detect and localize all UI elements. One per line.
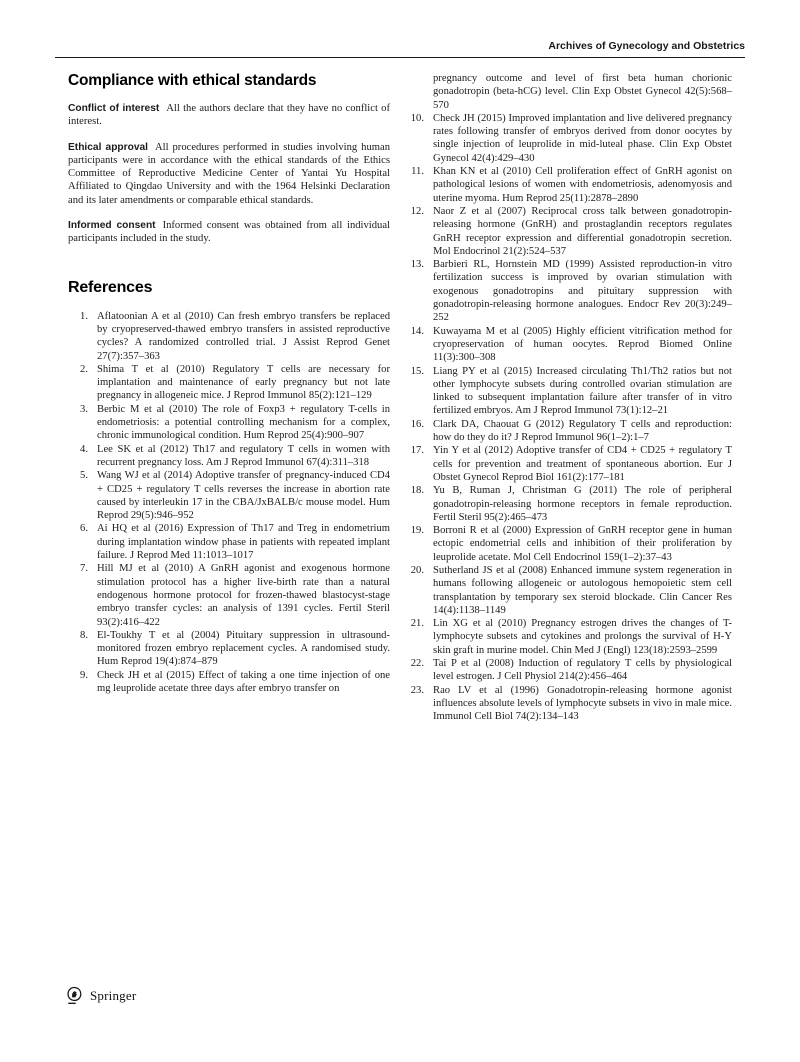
informed-consent-text: Informed consent was obtained from all individual participants included in the study.	[68, 220, 390, 245]
reference-item	[404, 325, 732, 365]
header-rule	[55, 57, 745, 58]
reference-item	[404, 657, 732, 684]
reference-number: 15.	[410, 365, 424, 377]
reference-text: Naor Z et al (2007) Reciprocal cross talk between gonadotropin-releasing hormone (GnRH) and prostaglandin receptors regulates GnRH receptor expression and differential gonadotropin secretion. Mol Endocrinol 21(2):524–537	[433, 205, 732, 257]
reference-text: Check JH (2015) Improved implantation and live delivered pregnancy rates following transfer of embryos derived from donor oocytes by single injection of leuprolide in mid-luteal phase. Clin Exp Obstet Gynecol 42(4):429–430	[433, 112, 732, 164]
reference-text: Sutherland JS et al (2008) Enhanced immune system regeneration in humans following allogeneic or autologous hemopoietic stem cell transplantation by temporary sex steroid blockade. Clin Cancer Res 14(4):1138–1149	[433, 564, 732, 616]
reference-number: 14.	[410, 325, 424, 337]
reference-number: 20.	[410, 564, 424, 576]
conflict-of-interest-text: All the authors declare that they have no conflict of interest.	[68, 103, 390, 128]
reference-text: Check JH et al (2015) Effect of taking a one time injection of one mg leuprolide acetate three days after embryo transfer on	[97, 669, 390, 694]
reference-item	[404, 444, 732, 484]
right-column	[404, 72, 732, 724]
reference-number: 4.	[80, 443, 88, 455]
reference-number: 10.	[410, 112, 424, 124]
reference-text: Ai HQ et al (2016) Expression of Th17 and Treg in endometrium during implantation window phase in patients with repeated implant failure. J Reprod Med 11:1013–1017	[97, 523, 390, 562]
reference-number: 19.	[410, 525, 424, 537]
reference-text: Yin Y et al (2012) Adoptive transfer of CD4 + CD25 + regulatory T cells for prevention and treatment of spontaneous abortion. Eur J Obstet Gynecol Reprod Biol 161(2):177–181	[433, 445, 732, 483]
reference-number: 1.	[80, 310, 88, 322]
references-list-left	[68, 310, 390, 696]
reference-item	[68, 403, 390, 443]
reference-number: 17.	[410, 445, 424, 457]
reference-item	[404, 205, 732, 258]
reference-number: 3.	[80, 403, 88, 415]
reference-text: pregnancy outcome and level of first beta human chorionic gonadotropin (beta-hCG) level. Clin Exp Obstet Gynecol 42(5):568–570	[433, 73, 732, 111]
reference-number: 6.	[80, 523, 88, 535]
reference-item	[404, 258, 732, 324]
ethical-approval-paragraph	[68, 141, 390, 207]
reference-item	[404, 617, 732, 657]
reference-item	[404, 684, 732, 724]
reference-item	[404, 524, 732, 564]
reference-text: Hill MJ et al (2010) A GnRH agonist and exogenous hormone stimulation protocol has a higher live-birth rate than a natural endogenous hormone protocol for frozen-thawed blastocyst-stage embryo transfer cycles: an analysis of 1391 cycles. Fertil Steril 93(2):416–422	[97, 563, 390, 628]
reference-text: Yu B, Ruman J, Christman G (2011) The role of peripheral gonadotropin-releasing hormone receptors in female reproduction. Fertil Steril 95(2):465–473	[433, 485, 732, 523]
reference-text: Berbic M et al (2010) The role of Foxp3 + regulatory T-cells in endometriosis: a potential controlling mechanism for a complex, chronic immunological condition. Hum Reprod 25(4):900–907	[97, 403, 390, 442]
reference-text: Rao LV et al (1996) Gonadotropin-releasing hormone agonist influences absolute levels of lymphocyte subsets in vivo in male mice. Immunol Cell Biol 74(2):134–143	[433, 684, 732, 723]
reference-number: 2.	[80, 363, 88, 375]
reference-item	[404, 418, 732, 445]
reference-number: 18.	[410, 485, 424, 497]
reference-number: 16.	[410, 418, 424, 430]
reference-number: 23.	[410, 684, 424, 696]
reference-text: Lee SK et al (2012) Th17 and regulatory T cells in women with recurrent pregnancy loss. Am J Reprod Immunol 67(4):311–318	[97, 443, 390, 468]
reference-number: 9.	[80, 669, 88, 681]
footer	[66, 986, 136, 1005]
informed-consent-paragraph	[68, 219, 390, 246]
reference-item	[404, 365, 732, 418]
conflict-of-interest-paragraph	[68, 102, 390, 129]
reference-text: Khan KN et al (2010) Cell proliferation effect of GnRH agonist on pathological lesions of women with endometriosis, adenomyosis and uterine myoma. Hum Reprod 25(11):2878–2890	[433, 166, 732, 204]
informed-consent-label: Informed consent	[68, 220, 156, 232]
ethics-section-heading: Compliance with ethical standards	[68, 72, 317, 89]
reference-number: 21.	[410, 618, 424, 630]
conflict-of-interest-label: Conflict of interest	[68, 103, 160, 114]
reference-number: 13.	[410, 259, 424, 271]
reference-item	[68, 669, 390, 696]
reference-number: 7.	[80, 563, 88, 575]
reference-item	[68, 629, 390, 669]
reference-item	[68, 469, 390, 522]
springer-horse-logo-icon	[66, 986, 83, 1005]
publisher-name: Springer	[90, 987, 137, 1003]
reference-item	[68, 522, 390, 562]
reference-text: Borroni R et al (2000) Expression of GnRH receptor gene in human ectopic endometrial cells and inhibition of their proliferation by leuprolide acetate. Mol Cell Endocrinol 159(1–2):37–43	[433, 525, 732, 563]
references-section-heading: References	[68, 278, 153, 296]
reference-number: 8.	[80, 629, 88, 641]
reference-item	[404, 72, 732, 112]
reference-number: 5.	[80, 470, 88, 482]
reference-text: Barbieri RL, Hornstein MD (1999) Assisted reproduction-in vitro fertilization success is improved by ovarian stimulation with exogenous gonadotropins and pituitary suppression with gonadotropin-releasing hormone analogues. Endocr Rev 20(3):249–252	[433, 259, 732, 324]
reference-text: Wang WJ et al (2014) Adoptive transfer of pregnancy-induced CD4 + CD25 + regulatory T cells reverses the increase in abortion rate caused by interleukin 17 in the CBA/JxBALB/c mouse model. Hum Reprod 29(5):946–952	[97, 470, 390, 522]
reference-item	[404, 112, 732, 165]
references-list-right	[404, 72, 732, 724]
reference-item	[68, 310, 390, 363]
running-head-journal-title: Archives of Gynecology and Obstetrics	[548, 40, 745, 52]
reference-item	[404, 484, 732, 524]
ethical-approval-text: All procedures performed in studies involving human participants were in accordance with the ethical standards of the Ethics Committee of Reproductive Medicine Center of Yantai Yu Hospital Affiliated to Qingdao University and with the 1964 Helsinki Declaration and its later amendments or comparable ethical standards.	[68, 141, 390, 206]
left-column	[68, 72, 390, 695]
reference-item	[68, 562, 390, 628]
reference-number: 12.	[410, 205, 424, 217]
reference-text: Shima T et al (2010) Regulatory T cells are necessary for implantation and maintenance of early pregnancy but not late pregnancy in allogeneic mice. J Reprod Immunol 85(2):121–129	[97, 363, 390, 402]
reference-item	[68, 363, 390, 403]
reference-text: Lin XG et al (2010) Pregnancy estrogen drives the changes of T-lymphocyte subsets and cytokines and prolongs the survival of H-Y skin graft in murine model. Chin Med J (Engl) 123(18):2593–2599	[433, 618, 732, 656]
reference-text: Kuwayama M et al (2005) Highly efficient vitrification method for cryopreservation of human oocytes. Reprod Biomed Online 11(3):300–308	[433, 325, 732, 364]
reference-text: El-Toukhy T et al (2004) Pituitary suppression in ultrasound-monitored frozen embryo replacement cycles. A randomised study. Hum Reprod 19(4):874–879	[97, 629, 390, 668]
reference-text: Liang PY et al (2015) Increased circulating Th1/Th2 ratios but not other lymphocyte subsets during controlled ovarian stimulation are linked to subsequent implantation failure after transfer of in vitro fertilized embryos. Am J Reprod Immunol 73(1):12–21	[433, 365, 732, 417]
ethical-approval-label: Ethical approval	[68, 141, 149, 153]
reference-text: Tai P et al (2008) Induction of regulatory T cells by physiological level estrogen. J Cell Physiol 214(2):456–464	[433, 658, 732, 683]
reference-item	[68, 443, 390, 470]
reference-text: Clark DA, Chaouat G (2012) Regulatory T cells and reproduction: how do they do it? J Reprod Immunol 96(1–2):1–7	[433, 418, 732, 444]
reference-item	[404, 165, 732, 205]
reference-item	[404, 564, 732, 617]
reference-text: Aflatoonian A et al (2010) Can fresh embryo transfers be replaced by cryopreserved-thawed embryo transfers in assisted reproductive cycles? A randomized controlled trial. J Assist Reprod Genet 27(7):357–363	[97, 310, 390, 362]
reference-number: 11.	[411, 166, 424, 178]
reference-number: 22.	[410, 658, 424, 670]
reference-number	[404, 72, 424, 112]
